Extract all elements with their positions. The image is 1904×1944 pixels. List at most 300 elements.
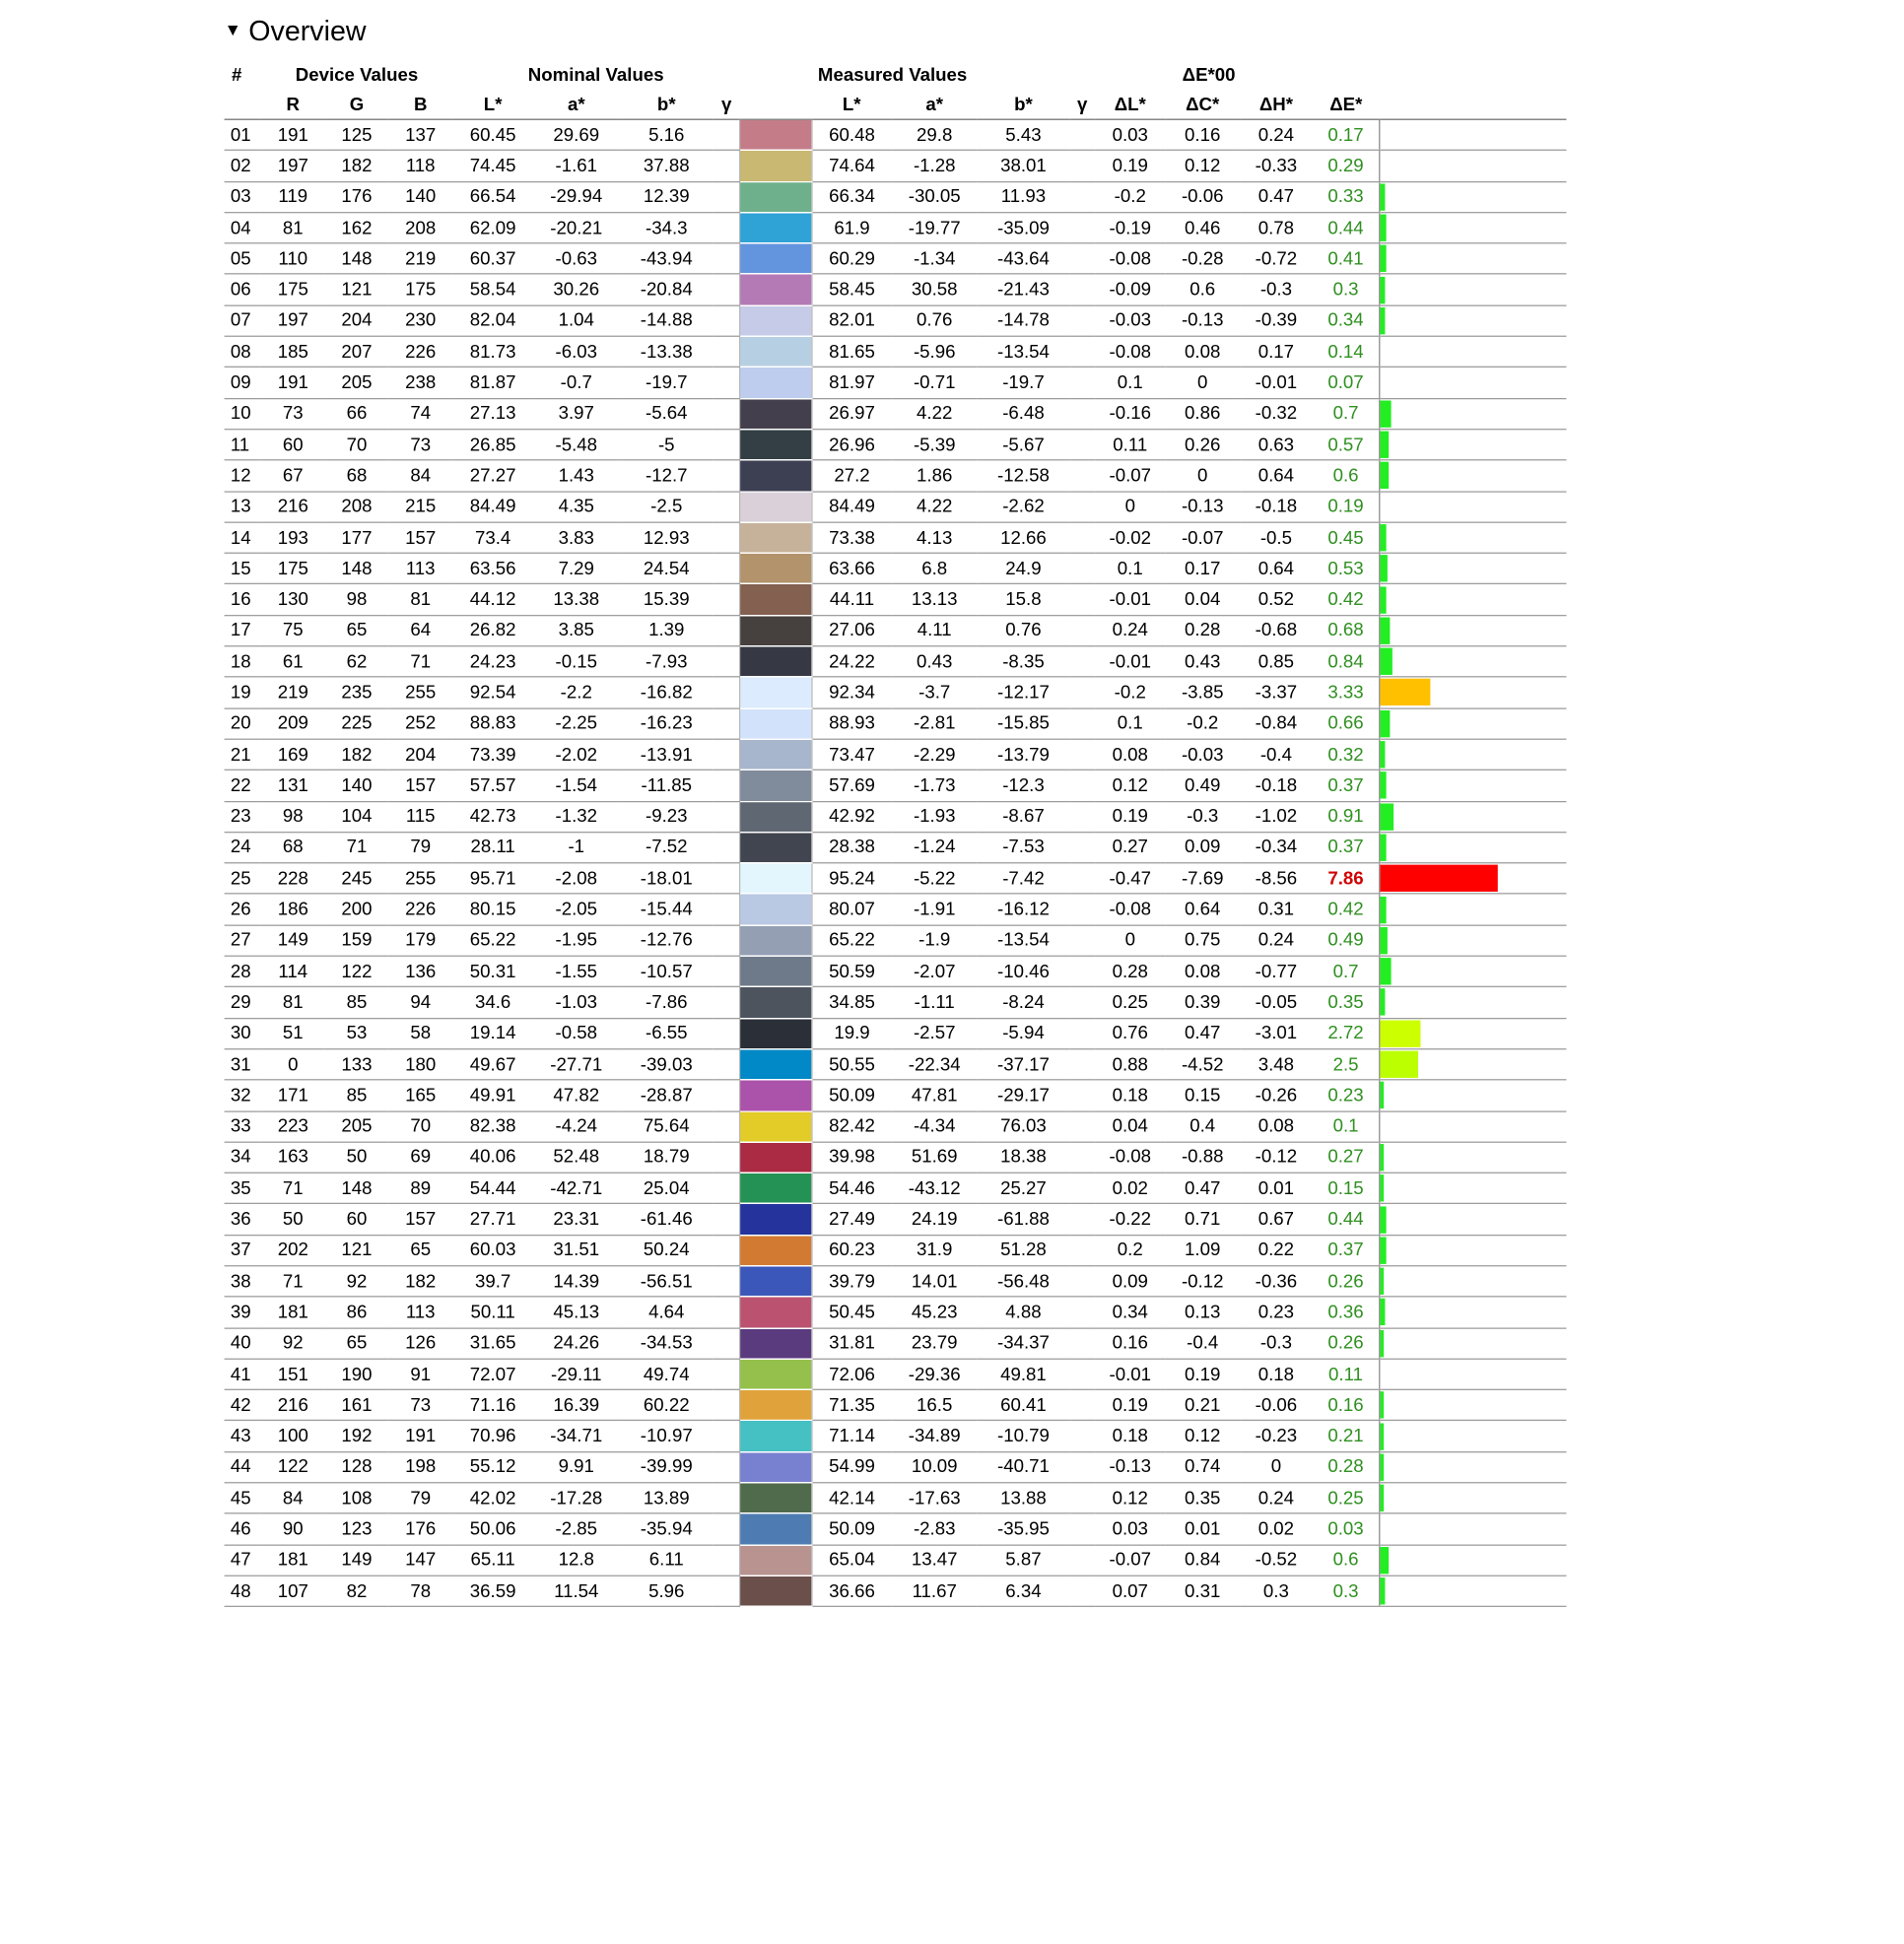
measured-b: -12.17 (978, 677, 1069, 707)
delta-e: 0.91 (1313, 801, 1380, 832)
table-row (225, 771, 1567, 801)
measured-l: 82.42 (812, 1110, 892, 1141)
measured-l: 81.65 (812, 336, 892, 367)
color-swatch (739, 832, 811, 862)
delta-c: -0.2 (1165, 708, 1240, 739)
color-swatch (739, 1266, 811, 1297)
delta-e-bar-fill (1381, 586, 1387, 613)
measured-gamma (1069, 430, 1095, 460)
measured-a: 24.19 (892, 1204, 978, 1235)
delta-e-bar-fill (1381, 432, 1390, 458)
measured-a: -1.91 (892, 894, 978, 924)
delta-c: 0.47 (1165, 1018, 1240, 1048)
nominal-b: -19.7 (619, 368, 714, 398)
measured-a: 30.58 (892, 274, 978, 304)
delta-e-bar (1380, 430, 1566, 460)
delta-l: 0.04 (1095, 1110, 1165, 1141)
device-b: 165 (388, 1080, 452, 1110)
nominal-a: -2.85 (533, 1513, 619, 1544)
delta-c: 0.12 (1165, 1421, 1240, 1451)
device-r: 151 (261, 1359, 325, 1389)
delta-e-bar-fill (1381, 276, 1386, 302)
nominal-a: -0.15 (533, 646, 619, 677)
nominal-l: 82.04 (452, 305, 533, 336)
color-swatch (739, 956, 811, 986)
device-b: 136 (388, 956, 452, 986)
nominal-l: 82.38 (452, 1110, 533, 1141)
delta-h: 0.63 (1240, 430, 1312, 460)
nominal-l: 27.13 (452, 398, 533, 429)
measured-a: -2.07 (892, 956, 978, 986)
table-row (225, 151, 1567, 181)
nominal-a: -29.11 (533, 1359, 619, 1389)
device-r: 191 (261, 368, 325, 398)
table-row (225, 1018, 1567, 1048)
patch-index: 17 (225, 615, 261, 645)
measured-gamma (1069, 243, 1095, 274)
delta-h: 0.24 (1240, 1483, 1312, 1513)
measured-b: -21.43 (978, 274, 1069, 304)
delta-e-bar (1380, 305, 1566, 336)
measured-a: -1.28 (892, 151, 978, 181)
nominal-l: 58.54 (452, 274, 533, 304)
delta-l: -0.03 (1095, 305, 1165, 336)
nominal-l: 40.06 (452, 1142, 533, 1173)
patch-index: 44 (225, 1451, 261, 1482)
patch-index: 19 (225, 677, 261, 707)
delta-e-bar-fill (1381, 989, 1386, 1016)
nominal-l: 80.15 (452, 894, 533, 924)
device-b: 140 (388, 181, 452, 212)
delta-e-bar (1380, 1483, 1566, 1513)
device-g: 53 (325, 1018, 389, 1048)
device-b: 238 (388, 368, 452, 398)
patch-index: 06 (225, 274, 261, 304)
delta-e-bar (1380, 584, 1566, 615)
delta-e-bar-fill (1381, 1423, 1385, 1449)
delta-c: 0.4 (1165, 1110, 1240, 1141)
color-swatch (739, 646, 811, 677)
nominal-b: -2.5 (619, 492, 714, 522)
patch-index: 12 (225, 460, 261, 491)
device-b: 126 (388, 1328, 452, 1359)
measured-b: -13.54 (978, 925, 1069, 956)
delta-e-bar-fill (1381, 958, 1392, 984)
delta-e-bar-fill (1381, 215, 1387, 241)
nominal-l: 27.27 (452, 460, 533, 491)
nominal-l: 81.73 (452, 336, 533, 367)
delta-e: 0.25 (1313, 1483, 1380, 1513)
delta-l: 0.2 (1095, 1235, 1165, 1265)
device-g: 235 (325, 677, 389, 707)
color-swatch (739, 430, 811, 460)
measured-gamma (1069, 336, 1095, 367)
measured-b-column-header: b* (978, 90, 1069, 119)
nominal-b: -20.84 (619, 274, 714, 304)
delta-e-bar (1380, 677, 1566, 707)
nominal-gamma (714, 1451, 739, 1482)
delta-e-bar (1380, 336, 1566, 367)
delta-l: -0.08 (1095, 336, 1165, 367)
measured-gamma (1069, 1110, 1095, 1141)
delta-e-bar-fill (1381, 927, 1388, 954)
nominal-gamma (714, 863, 739, 894)
nominal-a: 30.26 (533, 274, 619, 304)
delta-e: 0.7 (1313, 398, 1380, 429)
measured-gamma (1069, 1545, 1095, 1575)
delta-e-bar (1380, 1142, 1566, 1173)
device-b: 175 (388, 274, 452, 304)
delta-e: 0.23 (1313, 1080, 1380, 1110)
blank-header (225, 90, 261, 119)
measured-a: 16.5 (892, 1390, 978, 1421)
measured-l: 60.48 (812, 119, 892, 150)
measured-b: -12.58 (978, 460, 1069, 491)
table-row (225, 522, 1567, 553)
delta-l: 0 (1095, 925, 1165, 956)
delta-e-bar-fill (1381, 121, 1385, 148)
device-b: 137 (388, 119, 452, 150)
delta-e-bar (1380, 1359, 1566, 1389)
delta-e: 0.45 (1313, 522, 1380, 553)
delta-c: 0.86 (1165, 398, 1240, 429)
nominal-b: -7.86 (619, 987, 714, 1018)
delta-h: -3.01 (1240, 1018, 1312, 1048)
nominal-b: -16.82 (619, 677, 714, 707)
delta-e-bar (1380, 1513, 1566, 1544)
delta-c: -0.06 (1165, 181, 1240, 212)
device-g: 204 (325, 305, 389, 336)
measured-b: 60.41 (978, 1390, 1069, 1421)
nominal-gamma (714, 615, 739, 645)
device-b: 58 (388, 1018, 452, 1048)
device-b: 182 (388, 1266, 452, 1297)
device-g: 140 (325, 771, 389, 801)
device-b: 219 (388, 243, 452, 274)
device-g: 66 (325, 398, 389, 429)
device-r: 169 (261, 739, 325, 770)
nominal-gamma (714, 430, 739, 460)
delta-h: -1.02 (1240, 801, 1312, 832)
nominal-l: 49.91 (452, 1080, 533, 1110)
measured-l: 50.09 (812, 1513, 892, 1544)
delta-c: -0.88 (1165, 1142, 1240, 1173)
delta-e: 0.15 (1313, 1173, 1380, 1203)
device-g: 92 (325, 1266, 389, 1297)
delta-e-bar-fill (1381, 524, 1387, 551)
table-row (225, 1049, 1567, 1080)
color-swatch (739, 925, 811, 956)
measured-l: 42.14 (812, 1483, 892, 1513)
table-row (225, 1421, 1567, 1451)
delta-c: 0.09 (1165, 832, 1240, 862)
delta-e-bar (1380, 739, 1566, 770)
device-r: 219 (261, 677, 325, 707)
delta-e-bar-fill (1381, 1453, 1385, 1480)
delta-h: -0.72 (1240, 243, 1312, 274)
nominal-b: -61.46 (619, 1204, 714, 1235)
delta-e-bar-fill (1381, 1174, 1385, 1201)
measured-gamma (1069, 832, 1095, 862)
nominal-l: 26.85 (452, 430, 533, 460)
patch-index: 27 (225, 925, 261, 956)
bar-header (1380, 90, 1566, 119)
nominal-l: 31.65 (452, 1328, 533, 1359)
device-g: 62 (325, 646, 389, 677)
delta-l: 0.03 (1095, 1513, 1165, 1544)
table-row (225, 1328, 1567, 1359)
delta-e-bar-fill (1381, 679, 1431, 705)
delta-e-bar-fill (1381, 369, 1385, 396)
nominal-b: -14.88 (619, 305, 714, 336)
measured-gamma (1069, 987, 1095, 1018)
delta-e: 0.14 (1313, 336, 1380, 367)
delta-l: 0.03 (1095, 119, 1165, 150)
measured-b: 4.88 (978, 1297, 1069, 1327)
measured-l: 65.22 (812, 925, 892, 956)
overview-section-header[interactable] (225, 12, 367, 48)
device-r: 81 (261, 213, 325, 243)
device-b: 157 (388, 522, 452, 553)
patch-index: 04 (225, 213, 261, 243)
measured-a: -1.34 (892, 243, 978, 274)
delta-c: 0.35 (1165, 1483, 1240, 1513)
delta-e-bar-fill (1381, 1113, 1385, 1140)
delta-c: 0.64 (1165, 894, 1240, 924)
delta-c: 0.21 (1165, 1390, 1240, 1421)
measured-l: 27.2 (812, 460, 892, 491)
delta-c: -0.03 (1165, 739, 1240, 770)
device-b: 179 (388, 925, 452, 956)
color-swatch (739, 1483, 811, 1513)
patch-index: 24 (225, 832, 261, 862)
measured-gamma (1069, 181, 1095, 212)
delta-h: -0.77 (1240, 956, 1312, 986)
delta-e: 0.33 (1313, 181, 1380, 212)
color-swatch (739, 151, 811, 181)
device-b: 147 (388, 1545, 452, 1575)
device-g: 245 (325, 863, 389, 894)
device-g: 65 (325, 1328, 389, 1359)
measured-b: -7.42 (978, 863, 1069, 894)
delta-c: 0.75 (1165, 925, 1240, 956)
nominal-gamma (714, 119, 739, 150)
table-row (225, 305, 1567, 336)
nominal-gamma (714, 1235, 739, 1265)
device-g: 177 (325, 522, 389, 553)
nominal-gamma (714, 243, 739, 274)
measured-a: 31.9 (892, 1235, 978, 1265)
nominal-b: 18.79 (619, 1142, 714, 1173)
delta-e-bar (1380, 1575, 1566, 1606)
delta-c: 0.46 (1165, 213, 1240, 243)
nominal-b: 13.89 (619, 1483, 714, 1513)
delta-h: 0.85 (1240, 646, 1312, 677)
device-r: 81 (261, 987, 325, 1018)
patch-index: 18 (225, 646, 261, 677)
nominal-a: 13.38 (533, 584, 619, 615)
measured-b: -37.17 (978, 1049, 1069, 1080)
measured-b: 11.93 (978, 181, 1069, 212)
delta-e: 0.42 (1313, 584, 1380, 615)
delta-c: 0 (1165, 368, 1240, 398)
patch-index: 11 (225, 430, 261, 460)
nominal-gamma (714, 801, 739, 832)
swatch-header (739, 90, 811, 119)
delta-l: 0.09 (1095, 1266, 1165, 1297)
measured-gamma (1069, 1297, 1095, 1327)
nominal-b: -18.01 (619, 863, 714, 894)
measured-gamma (1069, 925, 1095, 956)
nominal-a: -17.28 (533, 1483, 619, 1513)
measured-l: 42.92 (812, 801, 892, 832)
delta-e-bar-fill (1381, 1206, 1387, 1233)
nominal-gamma (714, 1359, 739, 1389)
delta-l: 0.12 (1095, 1483, 1165, 1513)
nominal-b: 37.88 (619, 151, 714, 181)
device-r: 84 (261, 1483, 325, 1513)
delta-h: 0.23 (1240, 1297, 1312, 1327)
nominal-gamma (714, 1080, 739, 1110)
delta-h: -0.18 (1240, 492, 1312, 522)
delta-c: 0.43 (1165, 646, 1240, 677)
delta-e: 0.19 (1313, 492, 1380, 522)
delta-e-bar (1380, 1328, 1566, 1359)
device-g: 104 (325, 801, 389, 832)
device-r: 71 (261, 1266, 325, 1297)
nominal-gamma (714, 1173, 739, 1203)
measured-l: 88.93 (812, 708, 892, 739)
measured-l: 84.49 (812, 492, 892, 522)
color-swatch (739, 1142, 811, 1173)
device-g: 121 (325, 274, 389, 304)
nominal-gamma (714, 1483, 739, 1513)
device-r: 228 (261, 863, 325, 894)
nominal-gamma (714, 771, 739, 801)
color-swatch (739, 119, 811, 150)
measured-l: 74.64 (812, 151, 892, 181)
delta-h: -0.39 (1240, 305, 1312, 336)
delta-l: 0.08 (1095, 739, 1165, 770)
delta-l: 0.27 (1095, 832, 1165, 862)
delta-e-bar (1380, 925, 1566, 956)
measured-a: -1.93 (892, 801, 978, 832)
nominal-a: -20.21 (533, 213, 619, 243)
delta-h: 0.47 (1240, 181, 1312, 212)
color-swatch (739, 894, 811, 924)
nominal-b: -13.91 (619, 739, 714, 770)
measured-l: 26.96 (812, 430, 892, 460)
measured-l: 50.59 (812, 956, 892, 986)
delta-e: 0.3 (1313, 274, 1380, 304)
delta-c: 0.08 (1165, 336, 1240, 367)
measured-gamma (1069, 1390, 1095, 1421)
delta-h: -0.34 (1240, 832, 1312, 862)
table-row (225, 1110, 1567, 1141)
measured-b: 5.87 (978, 1545, 1069, 1575)
patch-index: 38 (225, 1266, 261, 1297)
nominal-a: -0.63 (533, 243, 619, 274)
device-b: 180 (388, 1049, 452, 1080)
nominal-gamma (714, 368, 739, 398)
measured-b: -5.94 (978, 1018, 1069, 1048)
device-b: 230 (388, 305, 452, 336)
table-row (225, 708, 1567, 739)
measured-b: -12.3 (978, 771, 1069, 801)
delta-e-bar (1380, 151, 1566, 181)
measured-b: -7.53 (978, 832, 1069, 862)
delta-e-bar (1380, 460, 1566, 491)
measured-b: 24.9 (978, 553, 1069, 583)
delta-e: 7.86 (1313, 863, 1380, 894)
delta-l: 0.88 (1095, 1049, 1165, 1080)
nominal-gamma (714, 987, 739, 1018)
delta-e-bar (1380, 1421, 1566, 1451)
delta-e-header: ΔE*00 (1182, 64, 1236, 86)
nominal-gamma (714, 925, 739, 956)
color-swatch (739, 863, 811, 894)
delta-e: 2.5 (1313, 1049, 1380, 1080)
color-swatch (739, 213, 811, 243)
nominal-gamma (714, 1204, 739, 1235)
measured-l: 73.47 (812, 739, 892, 770)
nominal-l: 92.54 (452, 677, 533, 707)
measured-b: 76.03 (978, 1110, 1069, 1141)
delta-c: 1.09 (1165, 1235, 1240, 1265)
patch-index: 43 (225, 1421, 261, 1451)
delta-e-bar (1380, 1173, 1566, 1203)
device-g: 161 (325, 1390, 389, 1421)
patch-index: 35 (225, 1173, 261, 1203)
measured-l: 61.9 (812, 213, 892, 243)
measured-l: 80.07 (812, 894, 892, 924)
nominal-b: -28.87 (619, 1080, 714, 1110)
delta-e-bar (1380, 771, 1566, 801)
nominal-b: 1.39 (619, 615, 714, 645)
delta-h: -0.36 (1240, 1266, 1312, 1297)
delta-c: -0.4 (1165, 1328, 1240, 1359)
patch-index: 14 (225, 522, 261, 553)
delta-e: 0.35 (1313, 987, 1380, 1018)
nominal-gamma (714, 677, 739, 707)
delta-l: -0.22 (1095, 1204, 1165, 1235)
patch-index: 10 (225, 398, 261, 429)
measured-b: -40.71 (978, 1451, 1069, 1482)
nominal-l: 84.49 (452, 492, 533, 522)
measured-a: -2.57 (892, 1018, 978, 1048)
delta-e-bar-fill (1381, 896, 1387, 922)
color-swatch (739, 1513, 811, 1544)
delta-c: 0.26 (1165, 430, 1240, 460)
measured-b: -13.54 (978, 336, 1069, 367)
measured-b: -35.95 (978, 1513, 1069, 1544)
delta-h: 0.31 (1240, 894, 1312, 924)
collapse-triangle-icon[interactable]: ▼ (224, 19, 241, 39)
nominal-l: 50.31 (452, 956, 533, 986)
device-g: 162 (325, 213, 389, 243)
delta-e: 0.84 (1313, 646, 1380, 677)
measured-b: -14.78 (978, 305, 1069, 336)
device-b: 191 (388, 1421, 452, 1451)
measured-b: -35.09 (978, 213, 1069, 243)
nominal-b: 12.39 (619, 181, 714, 212)
measured-gamma (1069, 1235, 1095, 1265)
nominal-b: 4.64 (619, 1297, 714, 1327)
nominal-b-column-header: b* (619, 90, 714, 119)
measured-l: 26.97 (812, 398, 892, 429)
delta-h: 0.17 (1240, 336, 1312, 367)
nominal-b: 6.11 (619, 1545, 714, 1575)
